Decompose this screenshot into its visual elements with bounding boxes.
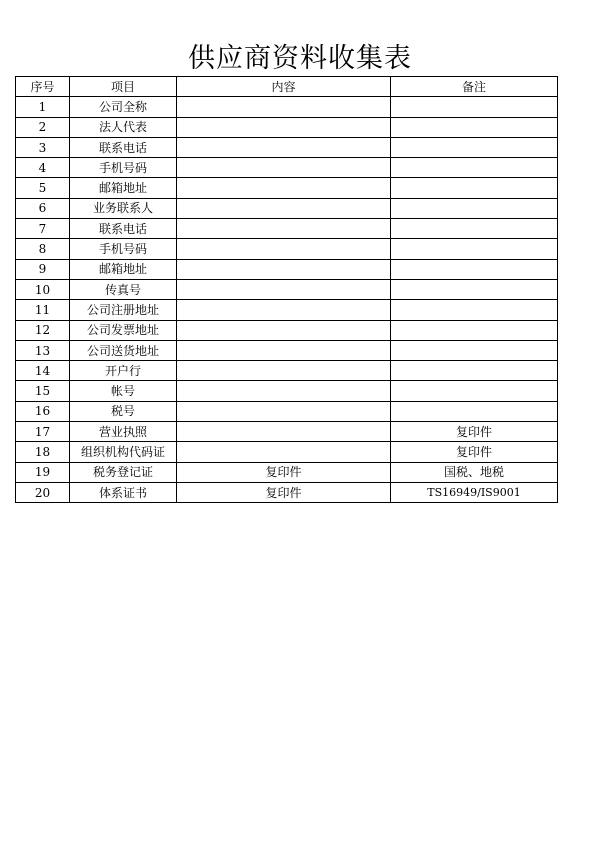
row-item: 体系证书 (70, 482, 177, 502)
row-number: 16 (16, 401, 70, 421)
row-note-cell[interactable] (391, 279, 558, 299)
row-item: 手机号码 (70, 239, 177, 259)
row-note-cell[interactable] (391, 117, 558, 137)
row-number: 14 (16, 361, 70, 381)
row-content-cell[interactable] (177, 320, 391, 340)
row-item: 邮箱地址 (70, 259, 177, 279)
row-item: 邮箱地址 (70, 178, 177, 198)
row-content-cell[interactable]: 复印件 (177, 462, 391, 482)
row-item: 联系电话 (70, 219, 177, 239)
table-row (16, 219, 558, 239)
row-number: 18 (16, 442, 70, 462)
row-item: 联系电话 (70, 137, 177, 157)
row-note-cell[interactable] (391, 198, 558, 218)
header-item: 项目 (70, 77, 177, 97)
row-content-cell[interactable] (177, 239, 391, 259)
row-item: 公司发票地址 (70, 320, 177, 340)
row-number: 9 (16, 259, 70, 279)
row-note-cell[interactable] (391, 361, 558, 381)
row-content-cell[interactable] (177, 442, 391, 462)
row-number: 4 (16, 158, 70, 178)
row-item: 税号 (70, 401, 177, 421)
header-no: 序号 (16, 77, 70, 97)
row-number: 10 (16, 279, 70, 299)
table-row (16, 117, 558, 137)
row-number: 19 (16, 462, 70, 482)
row-number: 5 (16, 178, 70, 198)
row-number: 8 (16, 239, 70, 259)
table-row (16, 198, 558, 218)
row-note-cell[interactable] (391, 239, 558, 259)
row-item: 帐号 (70, 381, 177, 401)
row-note-cell[interactable] (391, 340, 558, 360)
table-row (16, 300, 558, 320)
row-item: 税务登记证 (70, 462, 177, 482)
row-note-cell[interactable]: 国税、地税 (391, 462, 558, 482)
table-header-row (16, 77, 558, 97)
row-note-cell[interactable] (391, 300, 558, 320)
row-note-cell[interactable] (391, 219, 558, 239)
row-content-cell[interactable] (177, 401, 391, 421)
row-content-cell[interactable] (177, 137, 391, 157)
form-title: 供应商资料收集表 (188, 43, 412, 74)
table-row (16, 340, 558, 360)
row-number: 2 (16, 117, 70, 137)
row-number: 6 (16, 198, 70, 218)
row-number: 15 (16, 381, 70, 401)
row-content-cell[interactable] (177, 340, 391, 360)
row-item: 手机号码 (70, 158, 177, 178)
table-row (16, 361, 558, 381)
row-note-cell[interactable]: 复印件 (391, 422, 558, 442)
row-note-cell[interactable] (391, 158, 558, 178)
row-note-cell[interactable] (391, 320, 558, 340)
row-content-cell[interactable] (177, 178, 391, 198)
row-number: 12 (16, 320, 70, 340)
row-content-cell[interactable] (177, 219, 391, 239)
row-number: 7 (16, 219, 70, 239)
table-row (16, 137, 558, 157)
row-number: 13 (16, 340, 70, 360)
row-item: 公司注册地址 (70, 300, 177, 320)
row-number: 17 (16, 422, 70, 442)
row-number: 3 (16, 137, 70, 157)
table-row (16, 422, 558, 442)
row-content-cell[interactable] (177, 97, 391, 117)
table-row (16, 279, 558, 299)
table-row (16, 381, 558, 401)
row-item: 营业执照 (70, 422, 177, 442)
row-note-cell[interactable]: TS16949/IS9001 (391, 482, 558, 502)
row-content-cell[interactable] (177, 279, 391, 299)
row-content-cell[interactable] (177, 259, 391, 279)
row-content-cell[interactable] (177, 381, 391, 401)
row-content-cell[interactable]: 复印件 (177, 482, 391, 502)
table-row (16, 97, 558, 117)
row-number: 1 (16, 97, 70, 117)
row-content-cell[interactable] (177, 300, 391, 320)
supplier-info-table (15, 76, 558, 503)
table-row (16, 462, 558, 482)
row-item: 公司全称 (70, 97, 177, 117)
row-note-cell[interactable] (391, 178, 558, 198)
row-content-cell[interactable] (177, 361, 391, 381)
table-row (16, 158, 558, 178)
row-item: 公司送货地址 (70, 340, 177, 360)
header-content: 内容 (177, 77, 391, 97)
row-note-cell[interactable] (391, 259, 558, 279)
row-item: 法人代表 (70, 117, 177, 137)
table-row (16, 320, 558, 340)
header-note: 备注 (391, 77, 558, 97)
row-number: 20 (16, 482, 70, 502)
table-row (16, 482, 558, 502)
table-row (16, 239, 558, 259)
table-row (16, 401, 558, 421)
row-content-cell[interactable] (177, 158, 391, 178)
row-item: 传真号 (70, 279, 177, 299)
row-content-cell[interactable] (177, 117, 391, 137)
row-note-cell[interactable] (391, 97, 558, 117)
row-number: 11 (16, 300, 70, 320)
row-item: 组织机构代码证 (70, 442, 177, 462)
row-item: 业务联系人 (70, 198, 177, 218)
row-note-cell[interactable] (391, 381, 558, 401)
table-row (16, 442, 558, 462)
row-content-cell[interactable] (177, 422, 391, 442)
table-row (16, 259, 558, 279)
row-note-cell[interactable] (391, 137, 558, 157)
row-item: 开户行 (70, 361, 177, 381)
row-content-cell[interactable] (177, 198, 391, 218)
row-note-cell[interactable]: 复印件 (391, 442, 558, 462)
row-note-cell[interactable] (391, 401, 558, 421)
table-row (16, 178, 558, 198)
